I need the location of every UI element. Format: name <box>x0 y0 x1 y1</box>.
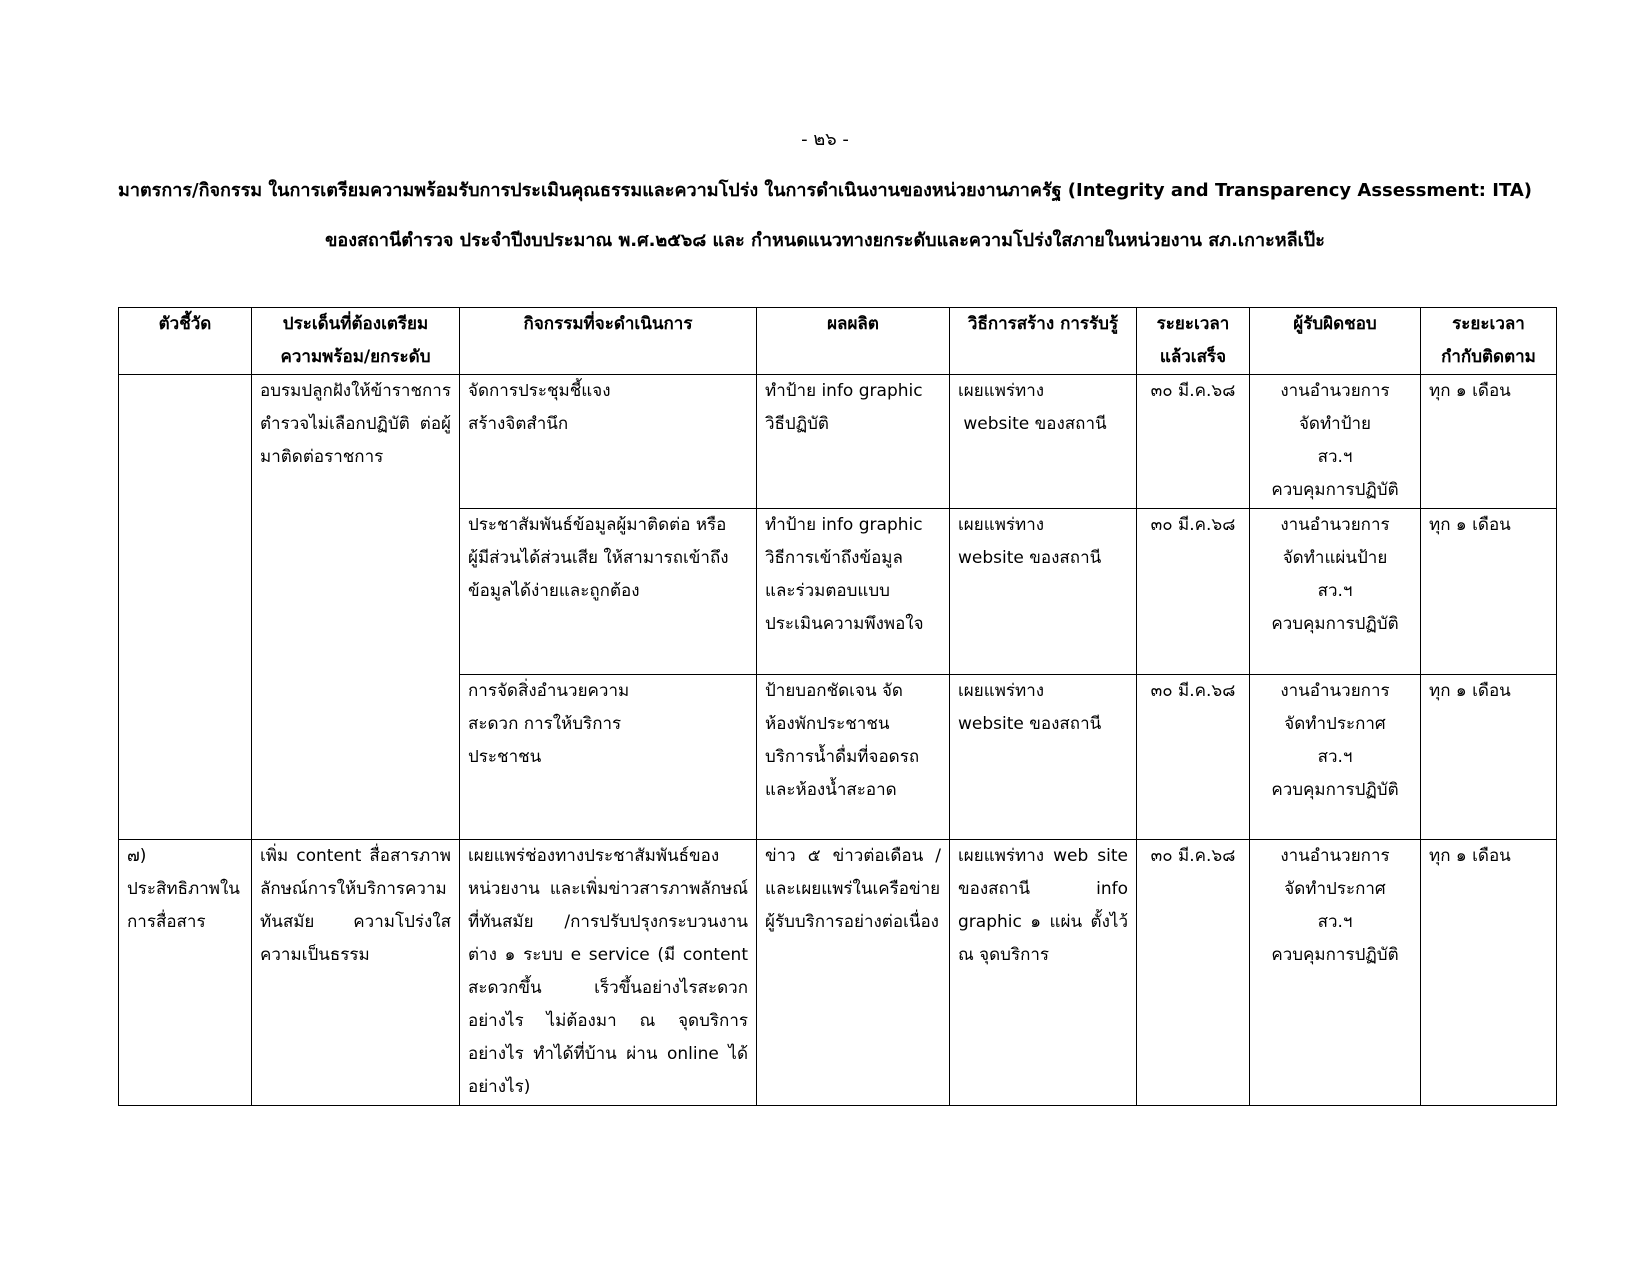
deadline-cell: ๓๐ มี.ค.๖๘ <box>1137 675 1250 840</box>
indicator-cell <box>119 375 252 840</box>
responsible-line: ควบคุมการปฏิบัติ <box>1271 480 1399 500</box>
awareness-line: website ของสถานี <box>958 548 1102 568</box>
responsible-cell <box>1250 375 1421 509</box>
awareness-line: เผยแพร่ทาง <box>958 515 1045 535</box>
output-line: ห้องพักประชาชน <box>765 714 890 734</box>
output-line: และร่วมตอบแบบ <box>765 581 890 601</box>
ita-measures-table <box>118 307 1557 1106</box>
output-line: ประเมินความพึงพอใจ <box>765 614 924 634</box>
awareness-line: เผยแพร่ทาง <box>958 381 1045 401</box>
output-cell <box>757 675 950 840</box>
awareness-cell: เผยแพร่ทาง web site ของสถานี info graphic ๑ แผ่น ตั้งไว้ ณ จุดบริการ <box>950 840 1137 1106</box>
responsible-line: ควบคุมการปฏิบัติ <box>1271 945 1399 965</box>
header-awareness: วิธีการสร้าง การรับรู้ <box>950 308 1137 375</box>
monitoring-cell: ทุก ๑ เดือน <box>1421 840 1557 1106</box>
output-line: และห้องน้ำสะอาด <box>765 780 897 800</box>
awareness-cell <box>950 675 1137 840</box>
responsible-line: งานอำนวยการ <box>1280 846 1390 866</box>
activity-line: สร้างจิตสำนึก <box>468 414 569 434</box>
activity-line: สะดวก การให้บริการ <box>468 714 622 734</box>
responsible-line: งานอำนวยการ <box>1280 381 1390 401</box>
output-line: ป้ายบอกชัดเจน จัด <box>765 681 903 701</box>
table-row <box>119 375 1557 509</box>
responsible-line: ควบคุมการปฏิบัติ <box>1271 614 1399 634</box>
issue-cell: เพิ่ม content สื่อสารภาพลักษณ์การให้บริการความทันสมัย ความโปร่งใส ความเป็นธรรม <box>252 840 460 1106</box>
table-row <box>119 840 1557 1106</box>
deadline-cell: ๓๐ มี.ค.๖๘ <box>1137 509 1250 675</box>
indicator-cell: ๗) ประสิทธิภาพในการสื่อสาร <box>119 840 252 1106</box>
activity-line: ประชาชน <box>468 747 542 767</box>
activity-cell <box>460 375 757 509</box>
deadline-cell: ๓๐ มี.ค.๖๘ <box>1137 840 1250 1106</box>
header-responsible: ผู้รับผิดชอบ <box>1250 308 1421 375</box>
header-output: ผลผลิต <box>757 308 950 375</box>
monitoring-cell: ทุก ๑ เดือน <box>1421 375 1557 509</box>
monitoring-cell: ทุก ๑ เดือน <box>1421 509 1557 675</box>
activity-line: ข้อมูลได้ง่ายและถูกต้อง <box>468 581 640 601</box>
header-indicator: ตัวชี้วัด <box>119 308 252 375</box>
header-activity: กิจกรรมที่จะดำเนินการ <box>460 308 757 375</box>
responsible-line: สว.ฯ <box>1317 747 1353 767</box>
output-cell: ข่าว ๕ ข่าวต่อเดือน / และเผยแพร่ในเครือข่ายผู้รับบริการอย่างต่อเนื่อง <box>757 840 950 1106</box>
responsible-line: ควบคุมการปฏิบัติ <box>1271 780 1399 800</box>
responsible-line: สว.ฯ <box>1317 447 1353 467</box>
output-line: ทำป้าย info graphic <box>765 515 923 535</box>
monitoring-cell: ทุก ๑ เดือน <box>1421 675 1557 840</box>
activity-cell <box>460 509 757 675</box>
output-cell <box>757 509 950 675</box>
document-title-line-2: ของสถานีตำรวจ ประจำปีงบประมาณ พ.ศ.๒๕๖๘ และ กำหนดแนวทางยกระดับและความโปร่งใสภายในหน่วยงาน สภ.เกาะหลีเป๊ะ <box>325 230 1325 251</box>
header-monitoring: ระยะเวลา กำกับติดตาม <box>1421 308 1557 375</box>
output-line: วิธีการเข้าถึงข้อมูล <box>765 548 903 568</box>
awareness-line: website ของสถานี <box>958 714 1102 734</box>
responsible-cell <box>1250 675 1421 840</box>
responsible-line: จัดทำประกาศ <box>1284 714 1386 734</box>
output-line: วิธีปฏิบัติ <box>765 414 829 434</box>
document-title-line-1: มาตรการ/กิจกรรม ในการเตรียมความพร้อมรับการประเมินคุณธรรมและความโปร่ง ในการดำเนินงานของหน่วยงานภาครัฐ (Integrity and Transparency Assessment: ITA) <box>118 180 1532 201</box>
awareness-cell <box>950 509 1137 675</box>
table-header-row <box>119 308 1557 375</box>
responsible-cell <box>1250 840 1421 1106</box>
deadline-cell: ๓๐ มี.ค.๖๘ <box>1137 375 1250 509</box>
awareness-line: เผยแพร่ทาง <box>958 681 1045 701</box>
responsible-cell <box>1250 509 1421 675</box>
awareness-cell <box>950 375 1137 509</box>
responsible-line: จัดทำแผ่นป้าย <box>1282 548 1388 568</box>
output-line: ทำป้าย info graphic <box>765 381 923 401</box>
responsible-line: จัดทำป้าย <box>1298 414 1372 434</box>
responsible-line: จัดทำประกาศ <box>1284 879 1386 899</box>
output-cell <box>757 375 950 509</box>
issue-cell: อบรมปลูกฝังให้ข้าราชการตำรวจไม่เลือกปฏิบัติ ต่อผู้มาติดต่อราชการ <box>252 375 460 840</box>
responsible-line: สว.ฯ <box>1317 581 1353 601</box>
activity-line: จัดการประชุมชี้แจง <box>468 381 611 401</box>
header-deadline: ระยะเวลา แล้วเสร็จ <box>1137 308 1250 375</box>
responsible-line: สว.ฯ <box>1317 912 1353 932</box>
output-line: บริการน้ำดื่มที่จอดรถ <box>765 747 920 767</box>
header-issue: ประเด็นที่ต้องเตรียม ความพร้อม/ยกระดับ <box>252 308 460 375</box>
awareness-line: website ของสถานี <box>958 414 1107 434</box>
page-number: - ๒๖ - <box>801 129 849 150</box>
responsible-line: งานอำนวยการ <box>1280 681 1390 701</box>
activity-line: ผู้มีส่วนได้ส่วนเสีย ให้สามารถเข้าถึง <box>468 548 729 568</box>
activity-cell <box>460 675 757 840</box>
activity-line: ประชาสัมพันธ์ข้อมูลผู้มาติดต่อ หรือ <box>468 515 727 535</box>
activity-cell: เผยแพร่ช่องทางประชาสัมพันธ์ของหน่วยงาน และเพิ่มข่าวสารภาพลักษณ์ ที่ทันสมัย /การปรับปรุงกระบวนงานต่าง ๑ ระบบ e service (มี content สะดวกขึ้น เร็วขึ้นอย่างไรสะดวกอย่างไร ไม่ต้องมา ณ จุดบริการอย่างไร ทำได้ที่บ้าน ผ่าน online ได้อย่างไร) <box>460 840 757 1106</box>
activity-line: การจัดสิ่งอำนวยความ <box>468 681 630 701</box>
responsible-line: งานอำนวยการ <box>1280 515 1390 535</box>
